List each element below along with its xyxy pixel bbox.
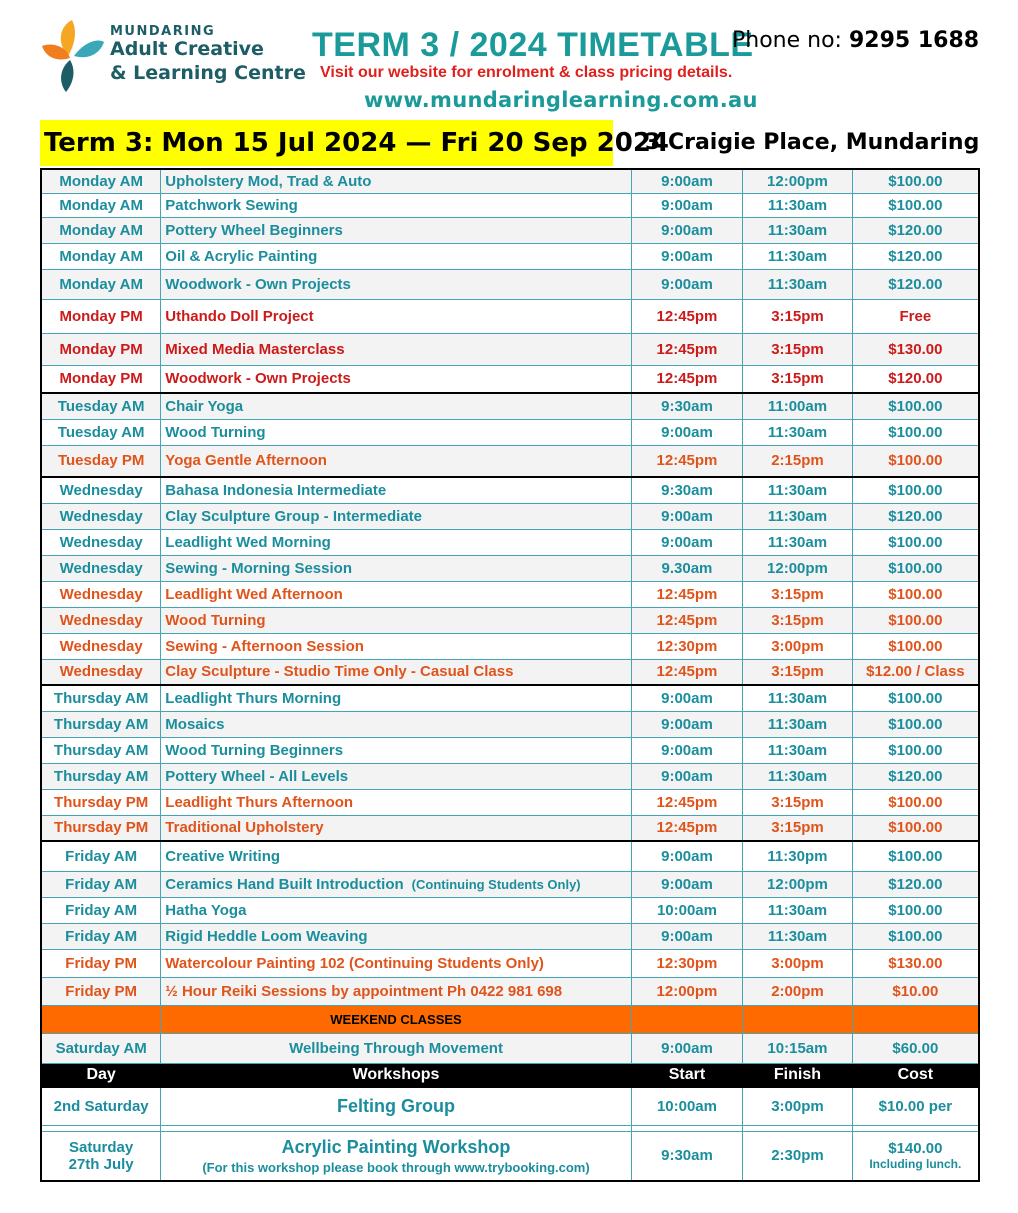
class-finish: 3:15pm [743,365,853,393]
class-day: Thursday AM [41,763,161,789]
logo-text-mundaring: MUNDARING [110,24,216,39]
class-row [41,445,979,477]
workshop-row [41,1131,979,1181]
class-name: Woodwork - Own Projects [161,269,631,299]
class-day: Thursday PM [41,789,161,815]
header-cost: Cost [852,1063,979,1087]
class-cost: $100.00 [852,607,979,633]
class-row [41,633,979,659]
class-day: Monday PM [41,365,161,393]
class-finish: 11:30am [743,529,853,555]
class-row [41,555,979,581]
workshops-section [41,1063,979,1181]
class-day: Wednesday [41,529,161,555]
class-finish: 11:30am [743,685,853,711]
class-finish: 11:30am [743,763,853,789]
class-finish: 11:30pm [743,841,853,871]
class-day: Tuesday PM [41,445,161,477]
class-finish: 12:00pm [743,555,853,581]
address: 3 Craigie Place, Mundaring [645,130,980,155]
workshop-day [41,1131,161,1181]
class-finish: 3:15pm [743,789,853,815]
workshop-row [41,1087,979,1125]
class-finish: 3:15pm [743,607,853,633]
class-day: Friday AM [41,923,161,949]
workshop-start: 9:30am [631,1131,742,1181]
class-cost: $100.00 [852,841,979,871]
class-cost: $100.00 [852,685,979,711]
workshop-day-line1: Saturday [69,1138,134,1156]
class-finish: 11:30am [743,923,853,949]
class-finish: 11:30am [743,419,853,445]
class-cost: Free [852,299,979,333]
class-start: 9:00am [631,737,742,763]
weekend-section [41,1005,979,1063]
class-name: Oil & Acrylic Painting [161,243,631,269]
class-row [41,503,979,529]
class-start: 9:00am [631,243,742,269]
workshop-cost-price: $140.00 [888,1140,943,1158]
class-row [41,581,979,607]
class-row [41,365,979,393]
class-day: Tuesday AM [41,393,161,419]
class-name: Sewing - Morning Session [161,555,631,581]
class-start: 9:00am [631,169,742,193]
phone-label: Phone no: [732,28,842,53]
class-row [41,333,979,365]
weekend-class: Wellbeing Through Movement [161,1033,631,1063]
workshops-header-row [41,1063,979,1087]
class-row [41,711,979,737]
class-name-text: Ceramics Hand Built Introduction [165,875,404,893]
class-row [41,923,979,949]
class-cost: $130.00 [852,949,979,977]
class-name: Clay Sculpture Group - Intermediate [161,503,631,529]
class-name: Patchwork Sewing [161,193,631,217]
header-start: Start [631,1063,742,1087]
class-name [161,871,631,897]
workshop-name-cell [161,1131,631,1181]
class-start: 9:00am [631,923,742,949]
workshop-cost: $10.00 per [852,1087,979,1125]
class-cost: $120.00 [852,217,979,243]
class-start: 12:30pm [631,949,742,977]
class-day: Monday AM [41,217,161,243]
class-start: 12:45pm [631,815,742,841]
class-start: 9:30am [631,477,742,503]
class-cost: $100.00 [852,529,979,555]
class-name: Uthando Doll Project [161,299,631,333]
class-start: 9:30am [631,393,742,419]
class-name: Pottery Wheel Beginners [161,217,631,243]
class-cost: $120.00 [852,503,979,529]
class-finish: 3:15pm [743,659,853,685]
class-finish: 2:00pm [743,977,853,1005]
class-day: Monday AM [41,269,161,299]
class-finish: 2:15pm [743,445,853,477]
class-cost: $10.00 [852,977,979,1005]
term-dates-band [40,120,670,166]
class-finish: 11:30am [743,217,853,243]
class-start: 12:45pm [631,333,742,365]
class-day: Wednesday [41,633,161,659]
class-day: Friday PM [41,949,161,977]
weekend-cost: $60.00 [852,1033,979,1063]
class-name-note: (Continuing Students Only) [411,876,581,892]
class-cost: $120.00 [852,365,979,393]
class-cost: $100.00 [852,581,979,607]
class-row [41,243,979,269]
timetable [40,168,980,1182]
weekend-header-row [41,1005,979,1033]
class-row [41,841,979,871]
class-name: Wood Turning [161,419,631,445]
class-cost: $100.00 [852,555,979,581]
class-start: 12:45pm [631,365,742,393]
class-name: Bahasa Indonesia Intermediate [161,477,631,503]
class-name: Mosaics [161,711,631,737]
class-row [41,269,979,299]
class-finish: 12:00pm [743,169,853,193]
class-cost: $100.00 [852,169,979,193]
class-cost: $120.00 [852,243,979,269]
workshop-finish: 3:00pm [743,1087,853,1125]
class-name: Chair Yoga [161,393,631,419]
class-day: Monday AM [41,169,161,193]
class-name: Hatha Yoga [161,897,631,923]
class-row [41,949,979,977]
class-day: Thursday AM [41,737,161,763]
class-day: Wednesday [41,503,161,529]
class-name: Leadlight Thurs Morning [161,685,631,711]
class-cost: $100.00 [852,419,979,445]
class-row [41,529,979,555]
class-start: 9:00am [631,711,742,737]
workshop-day-line2: 27th July [68,1155,134,1173]
class-name: Traditional Upholstery [161,815,631,841]
class-name: Leadlight Thurs Afternoon [161,789,631,815]
class-day: Wednesday [41,607,161,633]
class-finish: 11:30am [743,711,853,737]
workshop-cost [852,1131,979,1181]
logo-text-learning-centre: & Learning Centre [110,62,306,84]
class-cost: $100.00 [852,477,979,503]
class-day: Thursday AM [41,685,161,711]
class-row [41,299,979,333]
class-start: 9:00am [631,217,742,243]
class-name: Yoga Gentle Afternoon [161,445,631,477]
weekend-day: Saturday AM [41,1033,161,1063]
class-row [41,169,979,193]
workshop-start: 10:00am [631,1087,742,1125]
visit-note: Visit our website for enrolment & class pricing details. [320,64,733,81]
class-start: 12:45pm [631,581,742,607]
class-day: Friday AM [41,871,161,897]
logo-leaf-icon [38,16,108,96]
class-cost: $100.00 [852,393,979,419]
class-day: Thursday AM [41,711,161,737]
class-name: ½ Hour Reiki Sessions by appointment Ph 0422 981 698 [161,977,631,1005]
class-day: Monday PM [41,299,161,333]
class-row [41,217,979,243]
class-start: 9.30am [631,555,742,581]
weekend-start: 9:00am [631,1033,742,1063]
class-start: 9:00am [631,529,742,555]
class-day: Friday PM [41,977,161,1005]
centre-logo [38,16,308,96]
class-name: Watercolour Painting 102 (Continuing Students Only) [161,949,631,977]
class-day: Friday AM [41,897,161,923]
class-start: 12:45pm [631,607,742,633]
workshop-day: 2nd Saturday [41,1087,161,1125]
class-name: Upholstery Mod, Trad & Auto [161,169,631,193]
class-start: 12:45pm [631,789,742,815]
class-start: 10:00am [631,897,742,923]
class-finish: 3:00pm [743,633,853,659]
class-rows [41,169,979,1005]
class-day: Monday AM [41,193,161,217]
class-start: 9:00am [631,193,742,217]
class-cost: $130.00 [852,333,979,365]
class-day: Friday AM [41,841,161,871]
class-cost: $12.00 / Class [852,659,979,685]
class-cost: $100.00 [852,789,979,815]
class-finish: 3:15pm [743,333,853,365]
class-day: Tuesday AM [41,419,161,445]
class-finish: 11:30am [743,243,853,269]
class-cost: $100.00 [852,897,979,923]
class-day: Thursday PM [41,815,161,841]
class-start: 12:30pm [631,633,742,659]
class-name: Rigid Heddle Loom Weaving [161,923,631,949]
class-day: Wednesday [41,555,161,581]
class-finish: 3:15pm [743,581,853,607]
class-row [41,477,979,503]
class-start: 9:00am [631,841,742,871]
class-start: 12:45pm [631,445,742,477]
class-finish: 11:00am [743,393,853,419]
class-name: Leadlight Wed Morning [161,529,631,555]
logo-text-adult-creative: Adult Creative [110,38,264,60]
class-row [41,419,979,445]
class-finish: 11:30am [743,737,853,763]
workshop-finish: 2:30pm [743,1131,853,1181]
class-cost: $120.00 [852,269,979,299]
class-row [41,737,979,763]
workshop-name: Felting Group [161,1087,631,1125]
class-row [41,763,979,789]
class-cost: $100.00 [852,633,979,659]
class-name: Sewing - Afternoon Session [161,633,631,659]
phone-line [732,28,979,53]
class-cost: $100.00 [852,737,979,763]
class-day: Wednesday [41,581,161,607]
class-finish: 11:30am [743,477,853,503]
class-row [41,685,979,711]
class-row [41,659,979,685]
class-row [41,815,979,841]
class-finish: 3:15pm [743,299,853,333]
workshop-name: Acrylic Painting Workshop [281,1136,511,1157]
class-row [41,193,979,217]
weekend-row [41,1033,979,1063]
class-cost: $100.00 [852,445,979,477]
website-link[interactable]: www.mundaringlearning.com.au [364,88,758,112]
class-finish: 11:30am [743,503,853,529]
class-cost: $100.00 [852,193,979,217]
class-name: Mixed Media Masterclass [161,333,631,365]
class-day: Monday PM [41,333,161,365]
class-finish: 11:30am [743,193,853,217]
class-start: 9:00am [631,419,742,445]
class-row [41,977,979,1005]
class-start: 9:00am [631,871,742,897]
weekend-finish: 10:15am [743,1033,853,1063]
workshop-booking-note: (For this workshop please book through www.trybooking.com) [202,1159,590,1175]
class-cost: $100.00 [852,711,979,737]
workshop-cost-note: Including lunch. [869,1157,962,1172]
class-finish: 11:30am [743,269,853,299]
class-name: Clay Sculpture - Studio Time Only - Casual Class [161,659,631,685]
class-row [41,871,979,897]
class-row [41,607,979,633]
class-finish: 3:00pm [743,949,853,977]
class-name: Woodwork - Own Projects [161,365,631,393]
class-name: Wood Turning Beginners [161,737,631,763]
header-day: Day [41,1063,161,1087]
class-day: Wednesday [41,659,161,685]
class-start: 12:45pm [631,659,742,685]
class-row [41,393,979,419]
class-start: 9:00am [631,685,742,711]
class-start: 12:45pm [631,299,742,333]
class-name: Pottery Wheel - All Levels [161,763,631,789]
class-day: Wednesday [41,477,161,503]
class-row [41,789,979,815]
class-finish: 11:30am [743,897,853,923]
class-row [41,897,979,923]
class-start: 12:00pm [631,977,742,1005]
term-label: Term 3: [44,128,154,158]
class-cost: $100.00 [852,815,979,841]
header-finish: Finish [743,1063,853,1087]
class-start: 9:00am [631,269,742,299]
class-cost: $100.00 [852,923,979,949]
weekend-label: WEEKEND CLASSES [161,1005,631,1033]
page-title: TERM 3 / 2024 TIMETABLE [312,26,754,64]
class-start: 9:00am [631,763,742,789]
class-finish: 12:00pm [743,871,853,897]
class-cost: $120.00 [852,763,979,789]
class-day: Monday AM [41,243,161,269]
class-finish: 3:15pm [743,815,853,841]
term-dates: Mon 15 Jul 2024 — Fri 20 Sep 2024 [161,128,670,158]
class-start: 9:00am [631,503,742,529]
class-name: Leadlight Wed Afternoon [161,581,631,607]
phone-number: 9295 1688 [848,28,980,53]
class-name: Creative Writing [161,841,631,871]
class-cost: $120.00 [852,871,979,897]
class-name: Wood Turning [161,607,631,633]
header-workshops: Workshops [161,1063,631,1087]
